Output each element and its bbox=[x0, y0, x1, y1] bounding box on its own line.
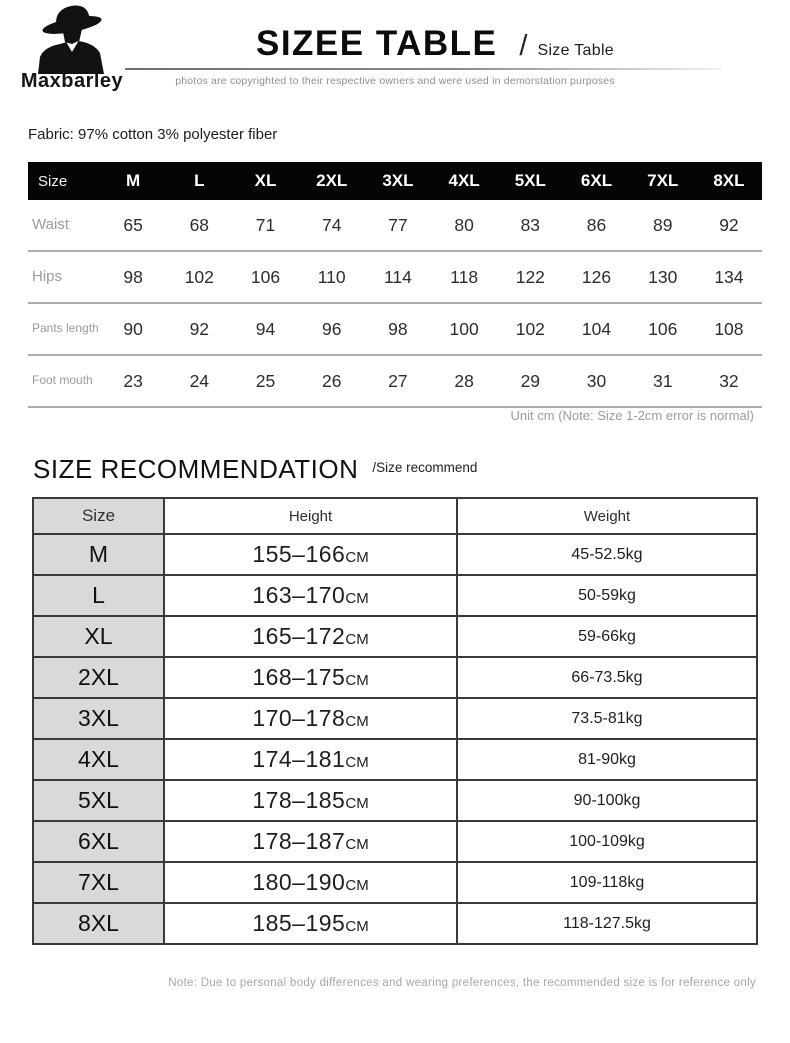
height-cell: 168–175CM bbox=[164, 657, 457, 698]
weight-cell: 81-90kg bbox=[457, 739, 757, 780]
cell: 25 bbox=[255, 370, 276, 391]
cell: 80 bbox=[454, 214, 474, 235]
cell: 29 bbox=[520, 370, 541, 391]
col-header: 2XL bbox=[316, 171, 348, 190]
recommendation-header-row bbox=[33, 498, 757, 534]
size-cell: 7XL bbox=[33, 862, 164, 903]
cell: 71 bbox=[255, 214, 276, 235]
col-header: XL bbox=[254, 171, 277, 190]
table-row bbox=[33, 739, 757, 780]
cell: 77 bbox=[388, 214, 408, 235]
header-divider bbox=[125, 68, 722, 70]
col-header: 7XL bbox=[647, 171, 679, 190]
col-header: 4XL bbox=[448, 171, 480, 190]
cell: 94 bbox=[255, 318, 276, 339]
unit-label: CM bbox=[345, 549, 369, 566]
page-subtitle: Size Table bbox=[537, 42, 614, 59]
unit-label: CM bbox=[345, 590, 369, 607]
height-cell: 185–195CM bbox=[164, 903, 457, 944]
unit-label: CM bbox=[345, 836, 369, 853]
cell: 24 bbox=[189, 370, 210, 391]
col-header: M bbox=[126, 171, 141, 190]
weight-cell: 100-109kg bbox=[457, 821, 757, 862]
cell: 114 bbox=[383, 266, 412, 287]
table-row bbox=[33, 862, 757, 903]
table-row bbox=[33, 780, 757, 821]
height-cell: 165–172CM bbox=[164, 616, 457, 657]
height-cell: 155–166CM bbox=[164, 534, 457, 575]
height-cell: 170–178CM bbox=[164, 698, 457, 739]
table-row-hips bbox=[28, 252, 762, 304]
brand-name: Maxbarley bbox=[20, 70, 124, 92]
unit-label: CM bbox=[345, 713, 369, 730]
cell: 110 bbox=[317, 266, 346, 287]
col-header-size: Size bbox=[38, 172, 68, 190]
size-cell: 2XL bbox=[33, 657, 164, 698]
weight-cell: 90-100kg bbox=[457, 780, 757, 821]
col-header: L bbox=[194, 171, 205, 190]
height-cell: 174–181CM bbox=[164, 739, 457, 780]
reference-note: Note: Due to personal body differences and wearing preferences, the recommended size is for reference only bbox=[168, 977, 756, 989]
recommendation-title: SIZE RECOMMENDATION bbox=[33, 454, 359, 484]
col-header: 5XL bbox=[514, 171, 546, 190]
table-row bbox=[33, 821, 757, 862]
unit-label: CM bbox=[345, 795, 369, 812]
size-cell: 5XL bbox=[33, 780, 164, 821]
recommendation-subtitle: /Size recommend bbox=[372, 460, 478, 475]
fabric-note: Fabric: 97% cotton 3% polyester fiber bbox=[28, 126, 278, 143]
unit-label: CM bbox=[345, 877, 369, 894]
cell: 74 bbox=[321, 214, 342, 235]
size-cell: M bbox=[33, 534, 164, 575]
unit-label: CM bbox=[345, 754, 369, 771]
weight-cell: 59-66kg bbox=[457, 616, 757, 657]
cell: 92 bbox=[189, 318, 210, 339]
cell: 83 bbox=[520, 214, 541, 235]
row-label: Pants length bbox=[32, 321, 99, 336]
size-cell: L bbox=[33, 575, 164, 616]
row-label: Foot mouth bbox=[32, 373, 93, 388]
cell: 122 bbox=[515, 266, 545, 287]
page-header bbox=[120, 24, 750, 64]
cell: 106 bbox=[250, 266, 281, 287]
row-label: Hips bbox=[32, 267, 63, 285]
weight-cell: 73.5-81kg bbox=[457, 698, 757, 739]
unit-label: CM bbox=[345, 918, 369, 935]
cell: 100 bbox=[449, 318, 479, 339]
recommendation-table bbox=[32, 497, 758, 945]
col-header: 6XL bbox=[580, 171, 613, 190]
size-cell: XL bbox=[33, 616, 164, 657]
row-label: Waist bbox=[32, 215, 69, 233]
weight-cell: 45-52.5kg bbox=[457, 534, 757, 575]
size-cell: 6XL bbox=[33, 821, 164, 862]
cell: 126 bbox=[581, 266, 612, 287]
col-header-height: Height bbox=[164, 498, 457, 534]
cell: 90 bbox=[123, 318, 143, 339]
height-cell: 178–185CM bbox=[164, 780, 457, 821]
weight-cell: 50-59kg bbox=[457, 575, 757, 616]
col-header: 8XL bbox=[713, 171, 745, 190]
cell: 92 bbox=[719, 214, 739, 235]
cell: 32 bbox=[719, 370, 739, 391]
page-title: SIZEE TABLE bbox=[255, 24, 498, 63]
table-row bbox=[33, 616, 757, 657]
cell: 31 bbox=[652, 370, 673, 391]
table-row-foot-mouth bbox=[28, 356, 762, 408]
table-row bbox=[33, 903, 757, 944]
cell: 118 bbox=[450, 266, 479, 287]
table-row bbox=[33, 534, 757, 575]
cell: 130 bbox=[648, 266, 678, 287]
cell: 26 bbox=[321, 370, 342, 391]
unit-note: Unit cm (Note: Size 1-2cm error is normal) bbox=[510, 408, 754, 423]
size-cell: 4XL bbox=[33, 739, 164, 780]
cell: 86 bbox=[586, 214, 607, 235]
cell: 106 bbox=[648, 318, 678, 339]
table-row bbox=[33, 657, 757, 698]
measurements-table bbox=[28, 162, 762, 408]
man-in-fedora-icon bbox=[14, 4, 130, 74]
height-cell: 163–170CM bbox=[164, 575, 457, 616]
weight-cell: 66-73.5kg bbox=[457, 657, 757, 698]
cell: 28 bbox=[454, 370, 474, 391]
size-cell: 3XL bbox=[33, 698, 164, 739]
cell: 65 bbox=[123, 214, 143, 235]
table-row-pants-length bbox=[28, 304, 762, 356]
copyright-note: photos are copyrighted to their respective owners and were used in demorstation purposes bbox=[175, 75, 615, 87]
cell: 102 bbox=[515, 318, 545, 339]
weight-cell: 118-127.5kg bbox=[457, 903, 757, 944]
weight-cell: 109-118kg bbox=[457, 862, 757, 903]
col-header-weight: Weight bbox=[457, 498, 757, 534]
cell: 98 bbox=[388, 318, 408, 339]
height-cell: 180–190CM bbox=[164, 862, 457, 903]
table-row bbox=[33, 575, 757, 616]
cell: 27 bbox=[388, 370, 408, 391]
cell: 134 bbox=[714, 266, 744, 287]
height-cell: 178–187CM bbox=[164, 821, 457, 862]
table-row-waist bbox=[28, 200, 762, 252]
cell: 68 bbox=[189, 214, 210, 235]
title-separator: / bbox=[519, 30, 528, 62]
measurements-header-row bbox=[28, 162, 762, 200]
cell: 98 bbox=[123, 266, 143, 287]
cell: 104 bbox=[581, 318, 612, 339]
cell: 89 bbox=[652, 214, 673, 235]
unit-label: CM bbox=[345, 672, 369, 689]
unit-label: CM bbox=[345, 631, 369, 648]
size-cell: 8XL bbox=[33, 903, 164, 944]
cell: 108 bbox=[714, 318, 744, 339]
cell: 102 bbox=[184, 266, 214, 287]
col-header-size: Size bbox=[33, 498, 164, 534]
recommendation-header bbox=[33, 454, 477, 485]
cell: 23 bbox=[123, 370, 143, 391]
table-row bbox=[33, 698, 757, 739]
col-header: 3XL bbox=[382, 171, 414, 190]
cell: 30 bbox=[586, 370, 607, 391]
cell: 96 bbox=[321, 318, 342, 339]
